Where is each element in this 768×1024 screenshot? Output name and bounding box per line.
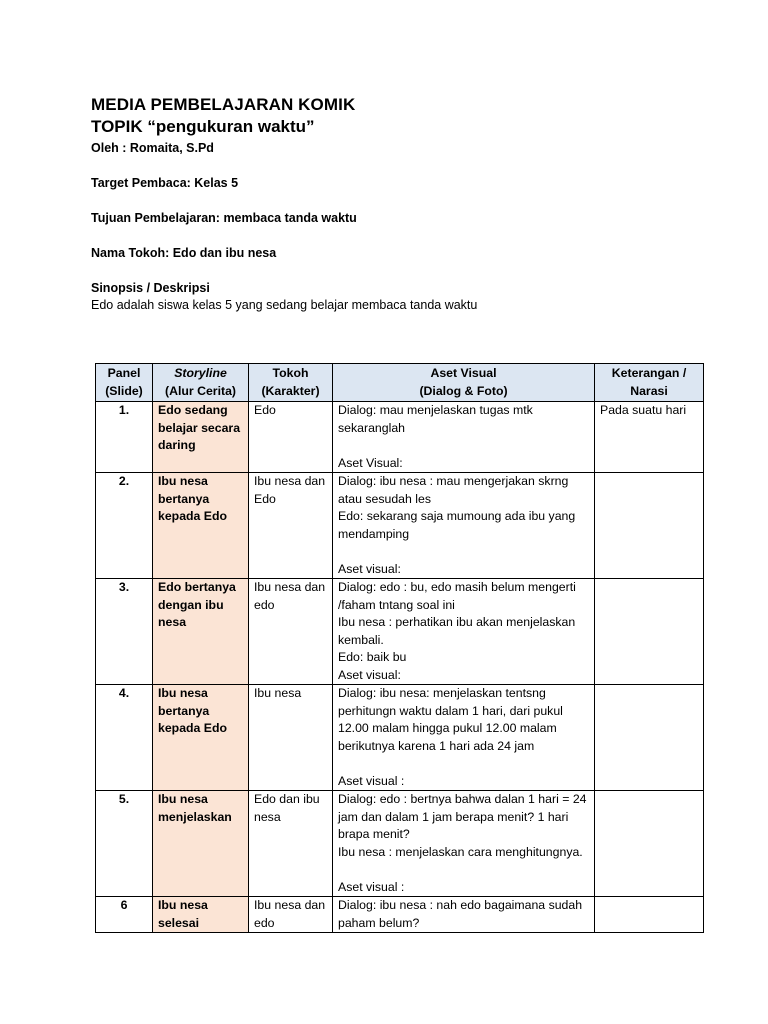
tokoh-cell: Edo dan ibu nesa (249, 791, 333, 897)
aset-cell: Dialog: mau menjelaskan tugas mtk sekaranglah Aset Visual: (333, 402, 595, 473)
tokoh-cell: Ibu nesa dan edo (249, 897, 333, 933)
header-panel: Panel (Slide) (96, 364, 153, 402)
panel-cell: 4. (96, 685, 153, 791)
storyline-cell: Edo bertanya dengan ibu nesa (153, 579, 249, 685)
tokoh-cell: Edo (249, 402, 333, 473)
tokoh-cell: Ibu nesa (249, 685, 333, 791)
header-aset: Aset Visual (Dialog & Foto) (333, 364, 595, 402)
aset-cell: Dialog: edo : bu, edo masih belum mengerti /faham tntang soal ini Ibu nesa : perhatikan ibu akan menjelaskan kembali. Edo: baik bu Aset visual: (333, 579, 595, 685)
table-row (96, 402, 704, 473)
panel-cell: 5. (96, 791, 153, 897)
table-header-row (96, 364, 704, 402)
keterangan-cell (595, 473, 704, 579)
sinopsis-text: Edo adalah siswa kelas 5 yang sedang belajar membaca tanda waktu (91, 298, 478, 312)
table-row (96, 473, 704, 579)
aset-cell: Dialog: edo : bertnya bahwa dalan 1 hari = 24 jam dan dalam 1 jam berapa menit? 1 hari brapa menit? Ibu nesa : menjelaskan cara menghitungnya. Aset visual : (333, 791, 595, 897)
tokoh-line: Nama Tokoh: Edo dan ibu nesa (91, 246, 277, 260)
target-line: Target Pembaca: Kelas 5 (91, 176, 239, 190)
storyline-cell: Ibu nesa selesai (153, 897, 249, 933)
document-header (91, 94, 711, 314)
table-row (96, 579, 704, 685)
panel-cell: 3. (96, 579, 153, 685)
aset-cell: Dialog: ibu nesa : nah edo bagaimana sudah paham belum? (333, 897, 595, 933)
table-row (96, 791, 704, 897)
keterangan-cell (595, 579, 704, 685)
aset-cell: Dialog: ibu nesa : mau mengerjakan skrng atau sesudah les Edo: sekarang saja mumoung ada ibu yang mendamping Aset visual: (333, 473, 595, 579)
sinopsis-label: Sinopsis / Deskripsi (91, 281, 210, 295)
header-tokoh: Tokoh (Karakter) (249, 364, 333, 402)
header-keterangan: Keterangan / Narasi (595, 364, 704, 402)
panel-cell: 2. (96, 473, 153, 579)
storyline-cell: Edo sedang belajar secara daring (153, 402, 249, 473)
header-storyline: Storyline (Alur Cerita) (153, 364, 249, 402)
panel-cell: 6 (96, 897, 153, 933)
keterangan-cell (595, 897, 704, 933)
tokoh-cell: Ibu nesa dan Edo (249, 473, 333, 579)
table-row (96, 897, 704, 933)
author-line: Oleh : Romaita, S.Pd (91, 141, 214, 155)
storyline-cell: Ibu nesa bertanya kepada Edo (153, 473, 249, 579)
document-topic: TOPIK “pengukuran waktu” (91, 117, 315, 136)
tujuan-line: Tujuan Pembelajaran: membaca tanda waktu (91, 211, 357, 225)
table-row (96, 685, 704, 791)
keterangan-cell (595, 685, 704, 791)
keterangan-cell: Pada suatu hari (595, 402, 704, 473)
aset-cell: Dialog: ibu nesa: menjelaskan tentsng perhitungn waktu dalam 1 hari, dari pukul 12.00 malam hingga pukul 12.00 malam berikutnya karena 1 hari ada 24 jam Aset visual : (333, 685, 595, 791)
panel-cell: 1. (96, 402, 153, 473)
keterangan-cell (595, 791, 704, 897)
document-title: MEDIA PEMBELAJARAN KOMIK (91, 95, 356, 114)
storyline-cell: Ibu nesa menjelaskan (153, 791, 249, 897)
storyline-cell: Ibu nesa bertanya kepada Edo (153, 685, 249, 791)
storyboard-table (95, 363, 704, 933)
tokoh-cell: Ibu nesa dan edo (249, 579, 333, 685)
